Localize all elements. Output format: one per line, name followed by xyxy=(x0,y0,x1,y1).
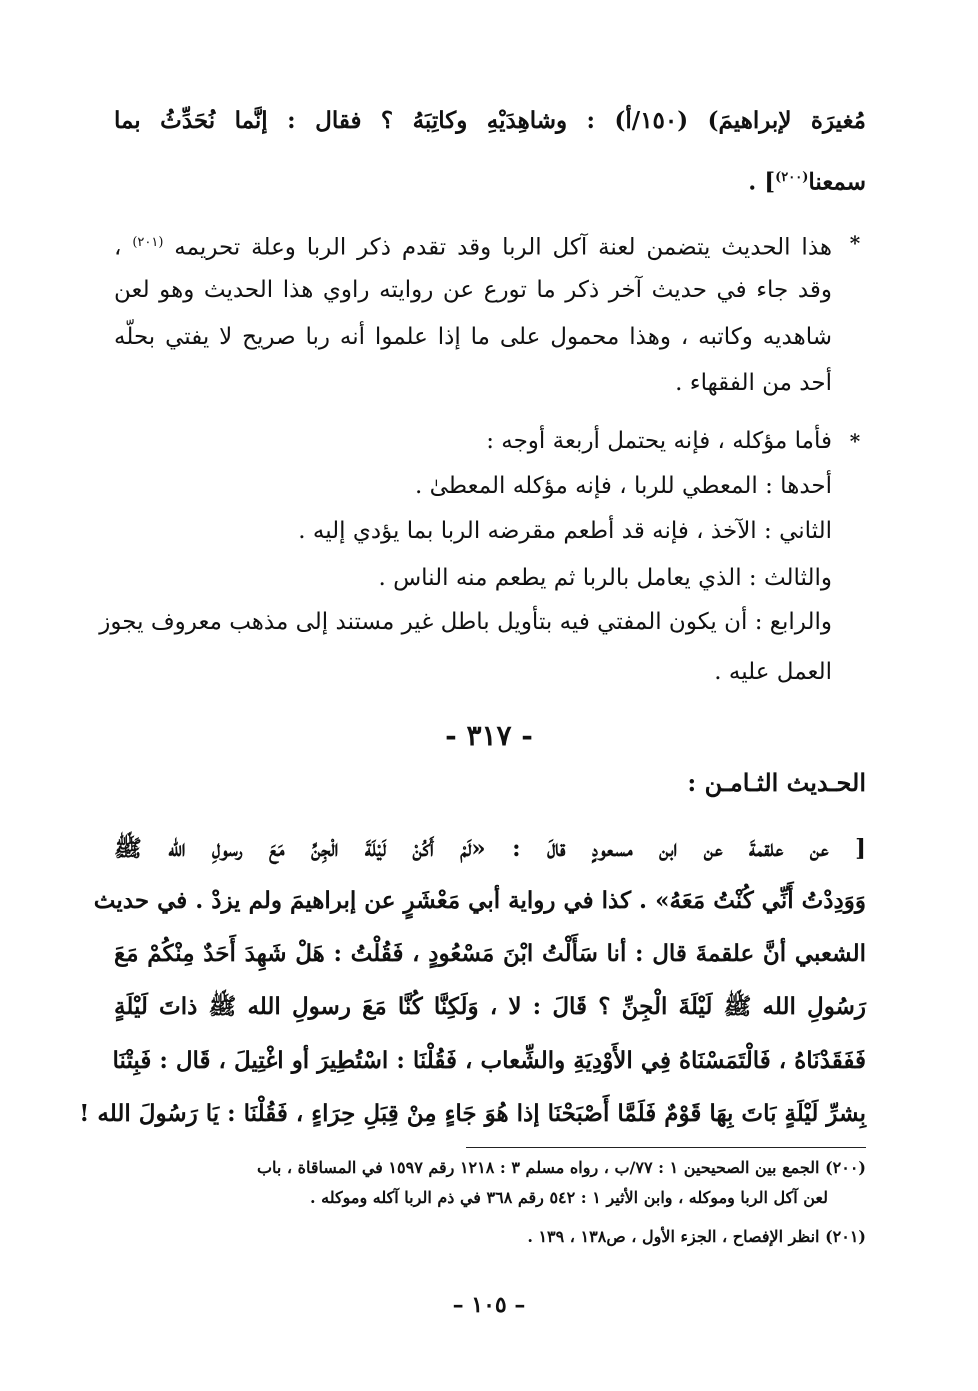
commentary-line-4: أحد من الفقهاء . xyxy=(675,370,832,396)
hadith-line-6: بِشرِّ لَيْلَةٍ بَاتَ بِهَا قَوْمٌ فَلَمَّا أَصْبَحْنَا إذا هُوَ جَاءٍ مِنْ قِبَلِ حِرَاءٍ ، فَقُلْنَا : يَا رَسُولَ الله ! xyxy=(79,1100,866,1127)
hadith-line-4: رَسُولِ الله ﷺ لَيْلَةَ الْجِنِّ ؟ قَالَ : لا ، وَلَكِنَّا كُنَّا مَعَ رسولِ الله ﷺ ذاتَ لَيْلَةٍ xyxy=(114,993,866,1020)
mukil-item-4: والرابع : أن يكون المفتي فيه بتأويل باطل غير مستند إلى مذهب معروف يجوز xyxy=(99,609,832,635)
section-number: - ٣١٧ - xyxy=(445,719,533,752)
mukil-intro: فأما مؤكله ، فإنه يحتمل أربعة أوجه : xyxy=(486,428,832,454)
commentary-line-2: وقد جاء في حديث آخر ذكر ما تورع عن روايته راوي هذا الحديث وهو لعن xyxy=(114,277,832,303)
mukil-item-2: الثاني : الآخذ ، فإنه قد أطعم مقرضه الربا بما يؤدي إليه . xyxy=(298,518,832,544)
commentary-text: هذا الحديث يتضمن لعنة آكل الربا وقد تقدم ذكر الربا وعلة تحريمه xyxy=(174,234,833,261)
footnote-201: (٢٠١) انظر الإفصاح ، الجزء الأول ، ص١٣٨ ، ١٣٩ . xyxy=(527,1227,866,1246)
hadith-line-3: الشعبي أنَّ علقمةَ قال : أنا سَأَلْتُ ابْنَ مَسْعُودٍ ، فَقُلْتُ : هَلْ شَهِدَ أَحَدٌ مِنْكُمْ مَعَ xyxy=(114,940,866,967)
hadith-line-1: [ عن علقمةَ عن ابن مسعودٍ قالَ : «لَمْ أَكُنْ لَيْلَةَ الْجِنِّ مَعَ رسولِ الله ﷺ xyxy=(114,835,866,862)
footnote-ref-200: (٢٠٠) xyxy=(775,170,809,185)
commentary-comma: ، xyxy=(114,234,122,261)
bullet-asterisk: * xyxy=(849,231,861,255)
commentary-line-3: شاهديه وكاتبه ، وهذا محمول على ما إذا علموا أنه ربا صريح لا يفتي بحلّه xyxy=(114,324,832,350)
top-paragraph-line-2 xyxy=(114,161,866,200)
top-paragraph-tail: ] . xyxy=(748,168,776,196)
top-paragraph-text: سمعنا xyxy=(808,168,866,196)
footnote-ref-201: (٢٠١) xyxy=(132,235,164,250)
mukil-item-4-cont: العمل عليه . xyxy=(714,659,832,685)
footnote-separator xyxy=(466,1147,866,1148)
footnote-200-line-1: (٢٠٠) الجمع بين الصحيحين ١ : ٧٧/ب ، رواه مسلم ٣ : ١٢١٨ رقم ١٥٩٧ في المساقاة ، باب xyxy=(256,1158,866,1177)
footnote-200-line-2: لعن آكل الربا وموكله ، وابن الأثير ١ : ٥٤٢ رقم ٣٦٨ في ذم الربا آكله وموكله . xyxy=(310,1188,828,1207)
mukil-item-3: والثالث : الذي يعامل بالربا ثم يطعم منه الناس . xyxy=(378,565,832,591)
page-number: – ١٠٥ – xyxy=(452,1292,526,1318)
commentary-line-1 xyxy=(114,226,832,265)
bullet-asterisk: * xyxy=(849,429,861,453)
mukil-item-1: أحدها : المعطي للربا ، فإنه مؤكله المعطىٰ . xyxy=(415,473,832,499)
hadith-title: الحـديث الثـامـن : xyxy=(687,768,866,797)
top-paragraph-line-1: مُغيرَة لإبراهيمَ) (١٥٠/أ) : وشاهِدَيْهِ وكاتِبَهُ ؟ فقال : إنَّما نُحَدِّثُ بما xyxy=(114,107,867,134)
hadith-line-2: وَوَدِدْتُ أَنِّي كُنْتُ مَعَهُ» . كذا في رواية أبي مَعْشَرٍ عن إبراهيمَ ولم يزدْ . في حديث xyxy=(93,887,866,914)
hadith-line-5: فَفَقَدْنَاهُ ، فَالْتَمَسْنَاهُ فِي الأَوْدِيَةِ والشِّعاب ، فَقُلْنَا : اسْتُطِيرَ أو اغْتِيلَ ، قَال : فَبِتْنَا xyxy=(112,1047,866,1074)
